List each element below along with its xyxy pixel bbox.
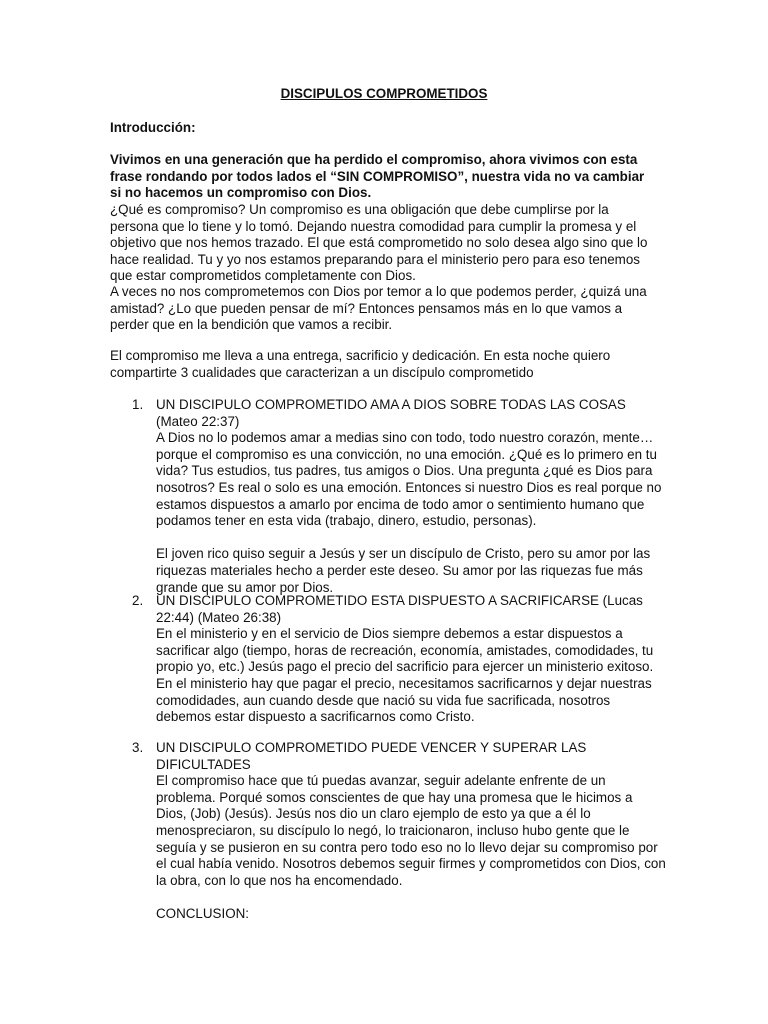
point-1-extra: El joven rico quiso seguir a Jesús y ser un discípulo de Cristo, pero su amor por las riquezas materiales hecho a perder este deseo. Su amor por las riquezas fue más grande que su amor por Dios. xyxy=(156,546,651,595)
point-2-number: 2. xyxy=(132,593,144,608)
intro-paragraph-2: A veces no nos comprometemos con Dios por temor a lo que podemos perder, ¿quizá una amistad? ¿Lo que pueden pensar de mí? Entonces pensamos más en lo que vamos a perder que en la bendición que vamos a recibir. xyxy=(110,284,647,333)
point-3-heading: UN DISCIPULO COMPROMETIDO PUEDE VENCER Y SUPERAR LAS DIFICULTADES xyxy=(156,740,587,772)
point-3-text: El compromiso hace que tú puedas avanzar, seguir adelante enfrente de un problema. Porqué somos conscientes de que hay una promesa que le hicimos a Dios, (Job) (Jesús). Jesús nos dio un claro ejemplo de esto ya que a él lo menospreciaron, su discípulo lo negó, lo traicionaron, incluso hubo gente que le seguía y se pusieron en su contra pero todo eso no lo llevo dejar su compromiso por el cual había venido. Nosotros debemos seguir firmes y comprometidos con Dios, con la obra, con lo que nos ha encomendado. xyxy=(156,773,666,888)
point-3-number: 3. xyxy=(132,740,144,755)
intro-paragraph-1: ¿Qué es compromiso? Un compromiso es una obligación que debe cumplirse por la persona que lo tiene y lo tomó. Dejando nuestra comodidad para cumplir la promesa y el objetivo que nos hemos trazado. El que está comprometido no solo desea algo sino que lo hace realidad. Tu y yo nos estamos preparando para el ministerio pero para eso tenemos que estar comprometidos completamente con Dios. xyxy=(110,202,648,284)
point-1-heading: UN DISCIPULO COMPROMETIDO AMA A DIOS SOBRE TODAS LAS COSAS (Mateo 22:37) xyxy=(156,397,626,429)
point-1-number: 1. xyxy=(132,397,144,412)
intro-paragraph-3: El compromiso me lleva a una entrega, sacrificio y dedicación. En esta noche quiero compartirte 3 cualidades que caracterizan a un discípulo comprometido xyxy=(110,348,611,380)
point-2-heading: UN DISCIPULO COMPROMETIDO ESTA DISPUESTO A SACRIFICARSE (Lucas 22:44) (Mateo 26:38) xyxy=(156,593,643,625)
intro-heading: Introducción: xyxy=(110,120,196,135)
point-2-text: En el ministerio y en el servicio de Dios siempre debemos a estar dispuestos a sacrificar algo (tiempo, horas de recreación, economía, amistades, comodidades, tu propio yo, etc.) Jesús pago el precio del sacrificio para ejercer un ministerio exitoso. En el ministerio hay que pagar el precio, necesitamos sacrificarnos y dejar nuestras comodidades, aun cuando desde que nació su vida fue sacrificada, nosotros debemos estar dispuesto a sacrificarnos como Cristo. xyxy=(156,626,654,725)
intro-bold-paragraph: Vivimos en una generación que ha perdido el compromiso, ahora vivimos con esta frase rondando por todos lados el “SIN COMPROMISO”, nuestra vida no va cambiar si no hacemos un compromiso con Dios. xyxy=(110,152,645,201)
point-1-text: A Dios no lo podemos amar a medias sino con todo, todo nuestro corazón, mente… porque el compromiso es una convicción, no una emoción. ¿Qué es lo primero en tu vida? Tus estudios, tus padres, tus amigos o Dios. Una pregunta ¿qué es Dios para nosotros? Es real o solo es una emoción. Entonces si nuestro Dios es real porque no estamos dispuestos a amarlo por encima de todo amor o sentimiento humano que podamos tener en esta vida (trabajo, dinero, estudio, personas). xyxy=(156,430,662,529)
document-title: DISCIPULOS COMPROMETIDOS xyxy=(280,86,488,101)
conclusion-heading: CONCLUSION: xyxy=(156,905,250,921)
